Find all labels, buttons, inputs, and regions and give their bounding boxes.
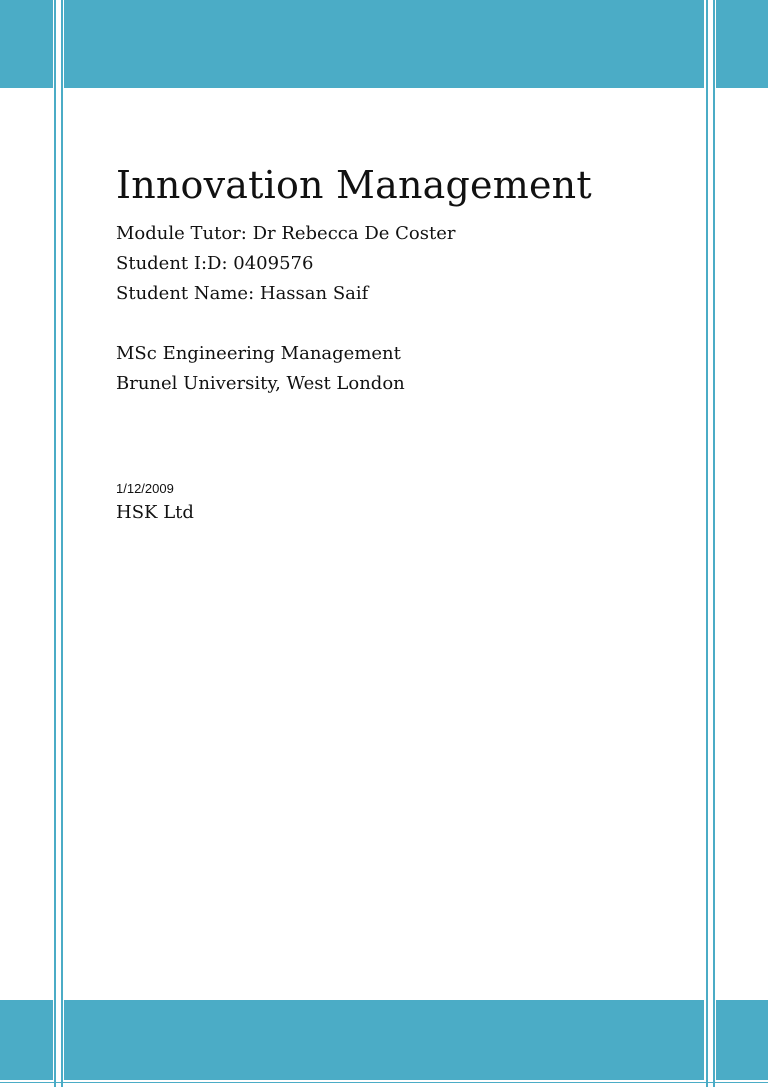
frame-line-bottom <box>0 1082 768 1083</box>
top-left-color-block <box>0 0 53 88</box>
bottom-right-color-block <box>716 1000 768 1080</box>
frame-line-left-outer <box>54 0 56 1087</box>
bottom-center-color-block <box>64 1000 704 1080</box>
top-right-color-block <box>716 0 768 88</box>
document-date: 1/12/2009 <box>116 481 174 496</box>
student-id-line: Student I:D: 0409576 <box>116 253 314 274</box>
bottom-left-color-block <box>0 1000 53 1080</box>
company-name: HSK Ltd <box>116 502 194 523</box>
module-tutor-line: Module Tutor: Dr Rebecca De Coster <box>116 223 456 244</box>
frame-line-right-outer <box>713 0 715 1087</box>
top-center-color-block <box>64 0 704 88</box>
student-name-line: Student Name: Hassan Saif <box>116 283 369 304</box>
student-details <box>116 219 686 309</box>
document-title: Innovation Management <box>116 163 592 207</box>
frame-line-left-inner <box>61 0 63 1087</box>
frame-line-right-inner <box>706 0 708 1087</box>
programme-details <box>116 339 686 399</box>
programme-line: MSc Engineering Management <box>116 343 401 364</box>
university-line: Brunel University, West London <box>116 373 405 394</box>
cover-content <box>116 158 686 528</box>
